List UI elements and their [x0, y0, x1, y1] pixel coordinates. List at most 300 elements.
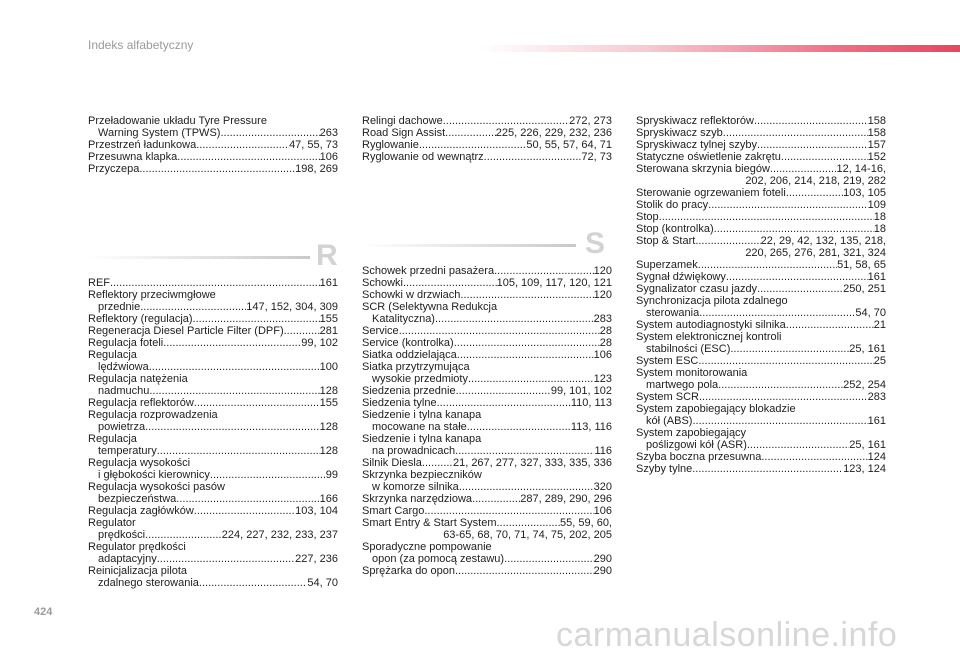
index-entry	[362, 469, 612, 493]
section-divider-line	[88, 256, 310, 259]
index-term: Smart Entry & Start System	[362, 517, 497, 529]
index-term: Silnik Diesla	[362, 457, 422, 469]
index-entry	[88, 373, 338, 397]
index-entry	[636, 235, 886, 259]
index-term: zdalnego sterowania	[98, 577, 199, 589]
page-refs: 272, 273	[569, 115, 612, 127]
index-term: Siedzenia przednie	[362, 385, 456, 397]
dot-leader	[504, 553, 594, 565]
index-entry-row	[362, 151, 612, 163]
page-refs: 281	[319, 325, 338, 337]
index-entry-row	[362, 457, 612, 469]
index-entry	[362, 361, 612, 385]
index-entry-row	[362, 481, 612, 493]
index-entry-row	[636, 187, 886, 199]
page-refs: 55, 59, 60,	[560, 517, 612, 529]
index-entry	[636, 319, 886, 331]
index-entry-heading: Regulacja	[88, 349, 137, 361]
index-term: Stop	[636, 211, 659, 223]
page-refs: 106	[593, 505, 612, 517]
index-term: poślizgowi kół (ASR)	[646, 439, 747, 451]
index-entry-row	[88, 151, 338, 163]
index-term: Smart Cargo	[362, 505, 425, 517]
index-entry-row	[362, 397, 612, 409]
index-entry-heading: System elektronicznej kontroli	[636, 331, 782, 343]
index-entry-row	[362, 289, 612, 301]
section-divider-r	[88, 239, 338, 272]
dot-leader	[698, 355, 873, 367]
dot-leader	[220, 127, 319, 139]
index-entry	[88, 313, 338, 325]
index-entry-heading: Regulacja wysokości pasów	[88, 481, 225, 493]
page-refs: 225, 226, 229, 232, 236	[495, 127, 612, 139]
page-refs: 120	[593, 265, 612, 277]
page-refs: 250, 251	[843, 283, 886, 295]
index-entry	[88, 505, 338, 517]
index-entry-row	[88, 127, 338, 139]
index-entry-heading: Skrzynka bezpieczników	[362, 469, 482, 481]
section-divider-line	[362, 244, 576, 247]
index-entry-row	[636, 451, 886, 463]
dot-leader	[454, 337, 600, 349]
dot-leader	[714, 223, 874, 235]
index-entry	[362, 433, 612, 457]
index-entry-row	[362, 373, 612, 385]
page-refs: 147, 152, 304, 309	[246, 301, 338, 313]
index-term: System SCR	[636, 391, 699, 403]
index-entry	[362, 265, 612, 277]
page-refs: 290	[593, 553, 612, 565]
index-entry-heading: Regulator prędkości	[88, 541, 186, 553]
dot-leader	[445, 127, 496, 139]
index-entry-row	[362, 337, 612, 349]
dot-leader	[443, 115, 569, 127]
index-entry	[636, 151, 886, 163]
dot-leader	[403, 277, 497, 289]
index-term: temperatury	[98, 445, 157, 457]
index-term: Stolik do pracy	[636, 199, 709, 211]
index-entry	[636, 295, 886, 319]
dot-leader	[110, 277, 320, 289]
index-entry-row	[88, 313, 338, 325]
page-refs: 166	[319, 493, 338, 505]
page-refs-continued: 63-65, 68, 70, 71, 74, 75, 202, 205	[443, 529, 612, 541]
index-entry-row	[362, 277, 612, 289]
index-entry	[636, 403, 886, 427]
index-entry-row	[636, 439, 886, 451]
index-term: nadmuchu	[98, 385, 150, 397]
dot-leader	[157, 553, 295, 565]
index-entry-row	[636, 307, 886, 319]
index-entry	[362, 541, 612, 565]
index-term: Skrzynka narzędziowa	[362, 493, 473, 505]
index-entry-row	[88, 529, 338, 541]
index-term: Sterowanie ogrzewaniem foteli	[636, 187, 786, 199]
dot-leader	[199, 577, 308, 589]
index-term: prędkości	[98, 529, 146, 541]
index-entry-row	[636, 415, 886, 427]
index-entry	[362, 301, 612, 325]
dot-leader	[139, 163, 295, 175]
dot-leader	[467, 421, 571, 433]
dot-leader	[196, 139, 289, 151]
index-entry-row	[88, 277, 338, 289]
index-entry-row	[362, 493, 612, 505]
page-refs: 224, 227, 232, 233, 237	[221, 529, 338, 541]
page-refs: 28	[599, 337, 612, 349]
page-refs: 72, 73	[581, 151, 612, 163]
index-term: Spryskiwacz reflektorów	[636, 115, 754, 127]
dot-leader	[456, 385, 551, 397]
index-entry	[88, 565, 338, 589]
index-term: Siedzenia tylne	[362, 397, 437, 409]
page-refs: 51, 58, 65	[837, 259, 886, 271]
index-entry	[362, 493, 612, 505]
index-term: Regulacja foteli	[88, 337, 164, 349]
index-entry	[636, 451, 886, 463]
index-entry-heading: Siedzenie i tylna kanapa	[362, 433, 482, 445]
index-entry	[362, 409, 612, 433]
index-entry-row	[636, 235, 886, 247]
index-entry-heading: Regulacja	[88, 433, 137, 445]
index-entry-heading: Reinicjalizacja pilota	[88, 565, 188, 577]
index-entry-row	[636, 151, 886, 163]
index-entry-row	[636, 115, 886, 127]
index-entry	[636, 187, 886, 199]
page-refs: 161	[867, 271, 886, 283]
index-entry	[362, 457, 612, 469]
dot-leader	[761, 451, 867, 463]
dot-leader	[757, 283, 843, 295]
index-entry-heading: Regulacja natężenia	[88, 373, 188, 385]
page-number: 424	[34, 606, 53, 618]
dot-leader	[210, 469, 326, 481]
page-refs: 155	[319, 313, 338, 325]
index-column-3	[636, 115, 886, 475]
page-header-title: Indeks alfabetyczny	[88, 38, 194, 52]
index-entry-row	[362, 565, 612, 577]
index-entry-row	[362, 265, 612, 277]
index-entry	[88, 433, 338, 457]
index-term: Spryskiwacz tylnej szyby	[636, 139, 758, 151]
index-entry	[88, 139, 338, 151]
page-refs: 158	[867, 115, 886, 127]
dot-leader	[176, 493, 319, 505]
index-entry	[636, 391, 886, 403]
dot-leader	[157, 445, 320, 457]
page-refs: 105, 109, 117, 120, 121	[496, 277, 612, 289]
page-refs-continued: 220, 265, 276, 281, 321, 324	[745, 247, 886, 259]
page-refs: 54, 70	[307, 577, 338, 589]
index-entry	[88, 397, 338, 409]
index-entry	[636, 223, 886, 235]
index-entry-row	[636, 199, 886, 211]
page-refs: 123, 124	[843, 463, 886, 475]
index-entry	[636, 427, 886, 451]
dot-leader	[459, 481, 594, 493]
page-refs: 21, 267, 277, 327, 333, 335, 336	[452, 457, 612, 469]
dot-leader	[659, 211, 874, 223]
index-entry-row	[636, 379, 886, 391]
index-entry-row	[362, 313, 612, 325]
index-entry-row	[636, 271, 886, 283]
index-entry-row	[636, 391, 886, 403]
page-refs: 106	[593, 349, 612, 361]
page-refs: 106	[319, 151, 338, 163]
index-term: bezpieczeństwa	[98, 493, 177, 505]
index-entry-row	[636, 463, 886, 475]
index-entry	[88, 349, 338, 373]
page-refs: 161	[867, 415, 886, 427]
page-refs: 113, 116	[570, 421, 612, 433]
index-column-2-s	[362, 265, 612, 577]
index-term: Sprężarka do opon	[362, 565, 455, 577]
index-entry	[88, 277, 338, 289]
page-refs: 22, 29, 42, 132, 135, 218,	[760, 235, 886, 247]
page-refs: 120	[593, 289, 612, 301]
index-entry	[362, 325, 612, 337]
index-term: Stop & Start	[636, 235, 696, 247]
index-entry	[636, 115, 886, 127]
dot-leader	[723, 127, 868, 139]
dot-leader	[193, 313, 320, 325]
dot-leader	[472, 493, 520, 505]
index-entry	[362, 505, 612, 517]
dot-leader	[177, 151, 319, 163]
dot-leader	[460, 289, 593, 301]
index-entry	[636, 271, 886, 283]
dot-leader	[718, 379, 843, 391]
index-entry	[88, 481, 338, 505]
page-refs: 124	[867, 451, 886, 463]
index-term: martwego pola	[646, 379, 719, 391]
index-term: Siatka oddzielająca	[362, 349, 457, 361]
index-entry	[88, 289, 338, 313]
dot-leader	[692, 463, 843, 475]
index-entry-heading: Siedzenie i tylna kanapa	[362, 409, 482, 421]
page-refs: 155	[319, 397, 338, 409]
index-entry	[362, 289, 612, 301]
index-column-2-top	[362, 115, 612, 163]
dot-leader	[695, 235, 760, 247]
index-entry	[636, 139, 886, 151]
dot-leader	[455, 445, 594, 457]
page-refs: 198, 269	[295, 163, 338, 175]
index-entry-row	[88, 493, 338, 505]
dot-leader	[140, 301, 246, 313]
dot-leader	[484, 151, 582, 163]
index-entry-heading: Synchronizacja pilota zdalnego	[636, 295, 788, 307]
index-entry-row	[636, 259, 886, 271]
index-entry	[362, 349, 612, 361]
index-entry-heading: Siatka przytrzymująca	[362, 361, 470, 373]
index-entry	[88, 151, 338, 163]
index-entry	[636, 211, 886, 223]
header-accent-bar	[480, 45, 960, 52]
page-refs: 123	[593, 373, 612, 385]
index-entry	[362, 151, 612, 163]
page-refs: 161	[319, 277, 338, 289]
index-entry	[88, 517, 338, 541]
index-entry-heading: Sporadyczne pompowanie	[362, 541, 492, 553]
index-term: Spryskiwacz szyb	[636, 127, 723, 139]
index-entry	[636, 199, 886, 211]
index-entry-row	[362, 517, 612, 529]
page-refs: 54, 70	[855, 307, 886, 319]
index-entry-heading: System zapobiegający	[636, 427, 747, 439]
dot-leader	[770, 163, 837, 175]
index-entry	[362, 397, 612, 409]
index-term: Sygnał dźwiękowy	[636, 271, 726, 283]
dot-leader	[194, 397, 320, 409]
index-term: Przesuwna klapka	[88, 151, 178, 163]
section-letter: S	[585, 227, 606, 260]
index-entry-row	[88, 553, 338, 565]
page-refs: 47, 55, 73	[289, 139, 338, 151]
index-entry	[88, 163, 338, 175]
index-entry-heading: System monitorowania	[636, 367, 748, 379]
page-refs: 103, 104	[295, 505, 338, 517]
index-term: Szyba boczna przesuwna	[636, 451, 762, 463]
dot-leader	[754, 115, 868, 127]
index-term: przednie	[98, 301, 141, 313]
page-refs: 100	[319, 361, 338, 373]
index-entry	[88, 409, 338, 433]
page-refs: 283	[593, 313, 612, 325]
page-refs: 283	[867, 391, 886, 403]
dot-leader	[419, 139, 526, 151]
index-term: Superzamek	[636, 259, 698, 271]
page-refs: 252, 254	[843, 379, 886, 391]
index-entry-heading: Regulacja rozprowadzenia	[88, 409, 218, 421]
index-term: Service (kontrolka)	[362, 337, 454, 349]
dot-leader	[424, 505, 593, 517]
page-refs: 12, 14-16,	[836, 163, 886, 175]
dot-leader	[699, 391, 868, 403]
page-refs: 21	[873, 319, 886, 331]
page-refs: 18	[873, 223, 886, 235]
page-refs: 99, 101, 102	[550, 385, 612, 397]
dot-leader	[698, 259, 837, 271]
dot-leader	[494, 265, 594, 277]
dot-leader	[781, 151, 868, 163]
dot-leader	[726, 271, 868, 283]
index-entry-row	[636, 223, 886, 235]
index-entry	[636, 463, 886, 475]
index-entry-row	[636, 283, 886, 295]
index-entry-heading: Reflektory przeciwmgłowe	[88, 289, 216, 301]
page-refs: 25, 161	[849, 439, 886, 451]
page-refs: 99, 102	[301, 337, 338, 349]
index-term: Ryglowanie od wewnątrz	[362, 151, 484, 163]
index-entry-row	[88, 577, 338, 589]
index-entry-row	[636, 139, 886, 151]
index-term: Katalityczna)	[372, 313, 435, 325]
index-entry-row	[88, 421, 338, 433]
dot-leader	[468, 373, 594, 385]
index-term: System autodiagnostyki silnika	[636, 319, 786, 331]
index-entry	[362, 139, 612, 151]
page-refs: 50, 55, 57, 64, 71	[526, 139, 612, 151]
dot-leader	[699, 307, 855, 319]
dot-leader	[437, 397, 571, 409]
dot-leader	[149, 385, 319, 397]
index-term: opon (za pomocą zestawu)	[372, 553, 505, 565]
page-refs: 320	[593, 481, 612, 493]
index-term: Regulacja zagłówków	[88, 505, 194, 517]
index-entry-row	[636, 163, 886, 175]
index-entry	[362, 337, 612, 349]
index-entry-heading: System zapobiegający blokadzie	[636, 403, 796, 415]
index-term: Sygnalizator czasu jazdy	[636, 283, 758, 295]
page-refs: 25	[873, 355, 886, 367]
index-entry-heading: Regulacja wysokości	[88, 457, 191, 469]
page-refs: 157	[867, 139, 886, 151]
index-term: na prowadnicach	[372, 445, 456, 457]
index-term: Schowki	[362, 277, 403, 289]
index-entry	[88, 115, 338, 139]
dot-leader	[708, 199, 867, 211]
index-entry-row	[88, 325, 338, 337]
page-refs: 116	[594, 445, 612, 457]
index-term: Ryglowanie	[362, 139, 419, 151]
index-entry	[88, 325, 338, 337]
page-refs: 227, 236	[295, 553, 338, 565]
index-entry-row	[362, 505, 612, 517]
index-entry	[636, 127, 886, 139]
index-entry	[362, 385, 612, 397]
index-term: Regeneracja Diesel Particle Filter (DPF)	[88, 325, 284, 337]
index-entry-row	[362, 325, 612, 337]
index-entry-row	[362, 385, 612, 397]
index-entry-row	[88, 385, 338, 397]
index-entry-heading: Regulator	[88, 517, 136, 529]
index-entry-row	[362, 115, 612, 127]
index-term: mocowane na stałe	[372, 421, 467, 433]
index-term: Reflektory (regulacja)	[88, 313, 193, 325]
page-refs: 18	[873, 211, 886, 223]
index-term: adaptacyjny	[98, 553, 157, 565]
index-term: Service	[362, 325, 399, 337]
index-term: Przestrzeń ładunkowa	[88, 139, 197, 151]
index-entry	[362, 277, 612, 289]
index-entry	[362, 115, 612, 127]
index-term: i głębokości kierownicy	[98, 469, 210, 481]
page-refs: 99	[325, 469, 338, 481]
index-term: Regulacja reflektorów	[88, 397, 194, 409]
index-entry	[88, 337, 338, 349]
index-term: Relingi dachowe	[362, 115, 443, 127]
index-entry-row	[88, 361, 338, 373]
page-refs: 109	[867, 199, 886, 211]
index-entry-row	[362, 553, 612, 565]
dot-leader	[757, 139, 868, 151]
index-term: Przyczepa	[88, 163, 140, 175]
index-term: Stop (kontrolka)	[636, 223, 714, 235]
index-entry-row	[362, 127, 612, 139]
index-entry	[88, 541, 338, 565]
index-term: Schowek przedni pasażera	[362, 265, 495, 277]
index-term: Schowki w drzwiach	[362, 289, 461, 301]
index-entry-row	[88, 505, 338, 517]
index-entry	[636, 259, 886, 271]
index-entry-row	[362, 349, 612, 361]
page-refs: 128	[319, 445, 338, 457]
dot-leader	[422, 457, 453, 469]
page-refs: 290	[593, 565, 612, 577]
dot-leader	[163, 337, 301, 349]
index-entry-row	[88, 445, 338, 457]
